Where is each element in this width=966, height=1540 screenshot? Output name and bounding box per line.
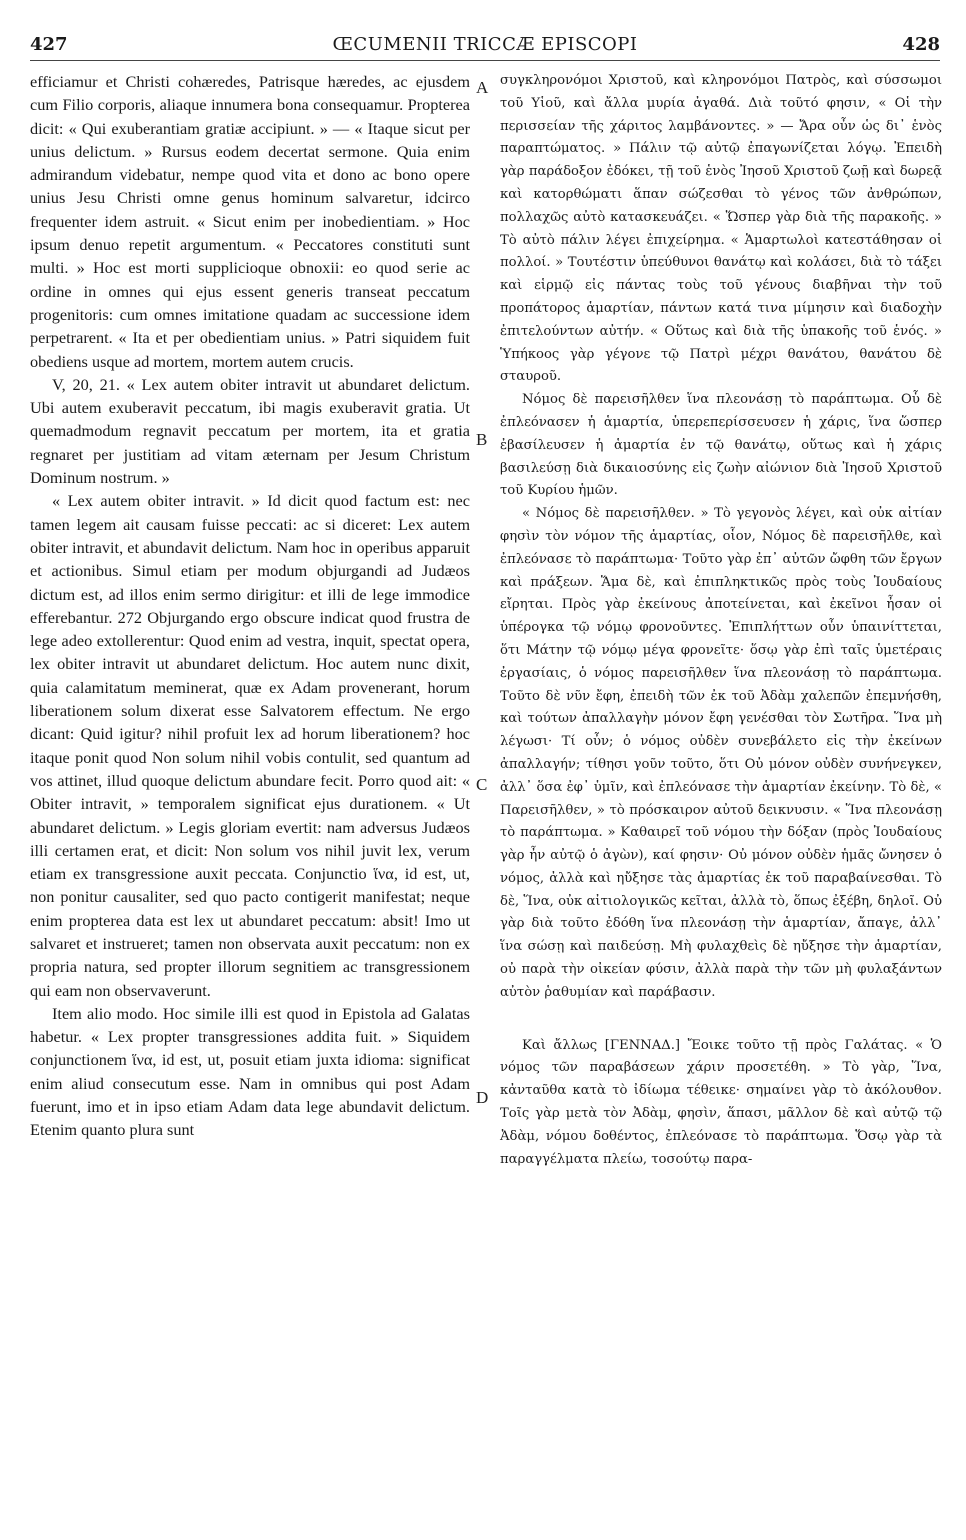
right-page-number: 428 [902, 34, 940, 55]
greek-paragraph: συγκληρονόμοι Χριστοῦ, καὶ κληρονόμοι Πατρὸς, καὶ σύσσωμοι τοῦ Υἱοῦ, καὶ ἄλλα μυρία ἀγαθά. Διὰ τοῦτό φησιν, « Οἱ τὴν περισσείαν τῆς χάριτος λαμβάνοντες. » — Ἄρα οὖν ὡς δι᾽ ἑνὸς παραπτώματος. » Πάλιν τῷ αὐτῷ ἐπαγωνίζεται λόγῳ. Ἐπειδὴ γὰρ παράδοξον ἐδόκει, τῇ τοῦ ἑνὸς Ἰησοῦ Χριστοῦ ζωῇ καὶ δωρεᾷ καὶ κατορθώματι ἅπαν σώζεσθαι τὸ γένος τῶν ἀνθρώπων, πολλαχῶς αὐτὸ κατασκευάζει. « Ὥσπερ γὰρ διὰ τῆς παρακοῆς. » Τὸ αὐτὸ πάλιν λέγει ἐπιχείρημα. « Ἁμαρτωλοὶ κατεστάθησαν οἱ πολλοί. » Τουτέστιν ὑπεύθυνοι θανάτῳ καὶ κολάσει, διὰ τὸ τάξει καὶ εἱρμῷ εἰς πάντας τοὺς τοῦ γένους διαβῆναι τὴν τοῦ προπάτορος ἁμαρτίαν, πάντων κατά τινα μίμησιν καὶ διαδοχὴν ἐπιτελούντων αὐτήν. « Οὕτως καὶ διὰ τῆς ὑπακοῆς τοῦ ἑνός. » Ὑπήκοος γὰρ γέγονε τῷ Πατρὶ μέχρι θανάτου, θανάτου δὲ σταυροῦ. [500, 73, 942, 385]
latin-paragraph: efficiamur et Christi cohæredes, Patrisque hæredes, ac ejusdem cum Filio corporis, aliaque innumera bona consequamur. Propterea dicit: « Qui exuberantiam gratiæ accipiunt. » — « Itaque sicut per unius delictum. » Rursus eodem decertat sermone. Quia enim admirandum videbatur, nempe quod vita et dono ac bono opere unius Jesu Christi omne genus hominum salvaretur, idcirco frequenter idem astruit. « Sicut enim per inobedientiam. » Hoc ipsum denuo repetit argumentum. « Peccatores constituti sunt multi. » Hoc est morti supplicioque obnoxii: eo quod serie ac ordine in omnes qui ejus essent generis transeat peccatum progenitoris: cum omnes imitatione quadam ac successione idem perpetrarent. « Ita et per obedientiam unius. » Patri siquidem fuit obediens usque ad mortem, mortem autem crucis. [30, 72, 470, 371]
greek-paragraph: Καὶ ἄλλως [ΓΕΝΝΑΔ.] Ἔοικε τοῦτο τῇ πρὸς Γαλάτας. « Ὁ νόμος τῶν παραβάσεων χάριν προσετέθη. » Τὸ γὰρ, Ἵνα, κἀνταῦθα κατὰ τὸ ἰδίωμα τέθεικε· σημαίνει γὰρ τὸ ἀκόλουθον. Τοῖς γὰρ μετὰ τὸν Ἀδὰμ, φησὶν, ἅπασι, μᾶλλον δὲ καὶ αὐτῷ τῷ Ἀδὰμ, νόμου δοθέντος, ἐπλεόνασε τὸ παράπτωμα. Ὅσῳ γὰρ τὰ παραγγέλματα πλείω, τοσούτῳ παρα- [500, 1037, 942, 1167]
margin-letter-d: D [476, 1088, 489, 1107]
margin-letter-a: A [476, 78, 489, 97]
latin-column [30, 70, 470, 1142]
greek-paragraph: Νόμος δὲ παρεισῆλθεν ἵνα πλεονάσῃ τὸ παράπτωμα. Οὗ δὲ ἐπλεόνασεν ἡ ἁμαρτία, ὑπερεπερίσσευσεν ἡ χάρις, ἵνα ὥσπερ ἐβασίλευσεν ἡ ἁμαρτία ἐν τῷ θανάτῳ, οὕτως καὶ ἡ χάρις βασιλεύσῃ διὰ δικαιοσύνης εἰς ζωὴν αἰώνιον διὰ Ἰησοῦ Χριστοῦ τοῦ Κυρίου ἡμῶν. [500, 392, 942, 499]
greek-column [500, 70, 942, 1171]
margin-letter-b: B [476, 430, 488, 449]
margin-letter-c: C [476, 775, 488, 794]
greek-paragraph: « Νόμος δὲ παρεισῆλθεν. » Τὸ γεγονὸς λέγει, καὶ οὐκ αἰτίαν φησὶν τὸν νόμον τῆς ἁμαρτίας, οἷον, Νόμος δὲ παρεισῆλθε, καὶ ἐπλεόνασε τὸ παράπτωμα· Τοῦτο γὰρ ἐπ᾽ αὐτῶν ὤφθη τῶν ἔργων καὶ πράξεων. Ἅμα δὲ, καὶ ἐπιπληκτικῶς πρὸς τοὺς Ἰουδαίους εἴρηται. Πρὸς γὰρ ἐκείνους ἀποτείνεται, καὶ ἐκεῖνοι ἦσαν οἱ ὑπέρογκα τῷ νόμῳ φρονοῦντες. Ἐπιπλήττων οὖν ὑπαινίττεται, ὅτι Μάτην τῷ νόμῳ μέγα φρονεῖτε· ὅσῳ γὰρ ἐπὶ ταῖς ὑμετέραις ἐργασίαις, ὁ νόμος παρεισῆλθεν ἵνα πλεονάσῃ τὸ παράπτωμα. Τοῦτο δὲ νῦν ἔφη, ἐπειδὴ τῶν ἐκ τοῦ Ἀδὰμ χαλεπῶν ἐπεμνήσθη, καὶ τούτων ἀπαλλαγὴν μόνον ἔφη γενέσθαι τὸν Σωτῆρα. Ἵνα μὴ λέγωσι· Τί οὖν; ὁ νόμος οὐδὲν συνεβάλετο εἰς τὴν ἐκείνων ἀπαλλαγήν; τίθησι γοῦν τοῦτο, ὅτι Οὐ μόνον οὐδὲν συνήνεγκεν, ἀλλ᾽ ὅσα ἐφ᾽ ὑμῖν, καὶ ἐπλεόνασε τὴν ἁμαρτίαν ἐκείνην. Τὸ δὲ, « Παρεισῆλθεν, » τὸ πρόσκαιρον αὐτοῦ δεικνυσιν. « Ἵνα πλεονάσῃ τὸ παράπτωμα. » Καθαιρεῖ τοῦ νόμου τὴν δόξαν (πρὸς Ἰουδαίους γὰρ ἦν αὐτῷ ὁ ἀγὼν), καί φησιν· Οὐ μόνον οὐδὲν ἡμᾶς ὤνησεν ὁ νόμος, ἀλλὰ καὶ ηὔξησε τὰς ἁμαρτίας ἐκ τοῦ παραβαίνεσθαι. Τὸ δὲ, Ἵνα, οὐκ αἰτιολογικῶς κεῖται, ἀλλὰ τὸ, ὅπως ἐξέβη, δηλοῖ. Οὐ γὰρ διὰ τοῦτο ἐδόθη ἵνα πλεονάσῃ τὴν ἁμαρτίαν, ἄπαγε, ἀλλ᾽ ἵνα σώσῃ καὶ παιδεύσῃ. Μὴ φυλαχθεὶς δὲ ηὔξησε τὴν ἁμαρτίαν, οὐ παρὰ τὴν οἰκείαν φύσιν, ἀλλὰ παρὰ τὴν τῶν μὴ φυλαξάντων αὐτὸν ῥαθυμίαν καὶ παράβασιν. [500, 506, 942, 1000]
latin-paragraph: « Lex autem obiter intravit. » Id dicit quod factum est: nec tamen legem ait causam fuisse peccati: ac si diceret: Lex autem obiter intravit, et abundavit delictum. Nam hoc in operibus apparuit et actionibus. Simul etiam per modum objurgandi ad Judæos dictum est, ad illos enim sermo dirigitur: et illi de lege immodice efferebantur. 272 Objurgando ergo obscure indicat quod frustra de lege adeo extollerentur: Quod enim ad vestra, inquit, spectat opera, lex obiter intravit ut abundaret delictum. Hoc autem nunc dixit, quia calamitatum meminerat, quæ ex Adam provenerant, horum liberationem solum dixerat esse Salvatorem effectum. Ne ergo dicant: Quid igitur? nihil profuit lex ad horum liberationem? hoc itaque ponit quod Non solum nihil vobis contulit, sed quantum ad vos attinet, illud quoque delictum abundare fecit. Porro quod ait: « Obiter intravit, » temporalem significat ejus durationem. « Ut abundaret delictum. » Legis gloriam evertit: nam adversus Judæos illi certamen erat, et dicit: Non solum vos nihil juvit lex, verum etiam ex transgressione auxit peccata. Conjunctio ἵνα, id est, ut, non ponitur causaliter, sed quo pacto contigerit manifestat; neque enim propterea data est lex ut abundaret peccatum: absit! Imo ut salvaret et instrueret; tamen non observata auxit peccatum: non ex propria natura, sed propter illorum segnitiem ac transgressionem qui eam non observaverunt. [30, 491, 470, 1000]
page-header [30, 34, 940, 61]
left-page-number: 427 [30, 34, 68, 55]
latin-paragraph: V, 20, 21. « Lex autem obiter intravit ut abundaret delictum. Ubi autem exuberavit peccatum, ibi magis exuberavit gratia. Ut quemadmodum regnavit peccatum per mortem, ita et gratia regnaret per justitiam ad vitam æternam per Jesum Christum Dominum nostrum. » [30, 374, 470, 488]
running-title: ŒCUMENII TRICCÆ EPISCOPI [332, 34, 638, 55]
latin-paragraph: Item alio modo. Hoc simile illi est quod in Epistola ad Galatas habetur. « Lex propter transgressiones addita fuit. » Siquidem conjunctionem ἵνα, id est, ut, posuit etiam juxta idioma: significat enim aliud consecutum esse. Nam in omnibus qui post Adam fuerunt, imo et in ipso etiam Adam data lege abundavit delictum. Etenim quanto plura sunt [30, 1003, 470, 1140]
